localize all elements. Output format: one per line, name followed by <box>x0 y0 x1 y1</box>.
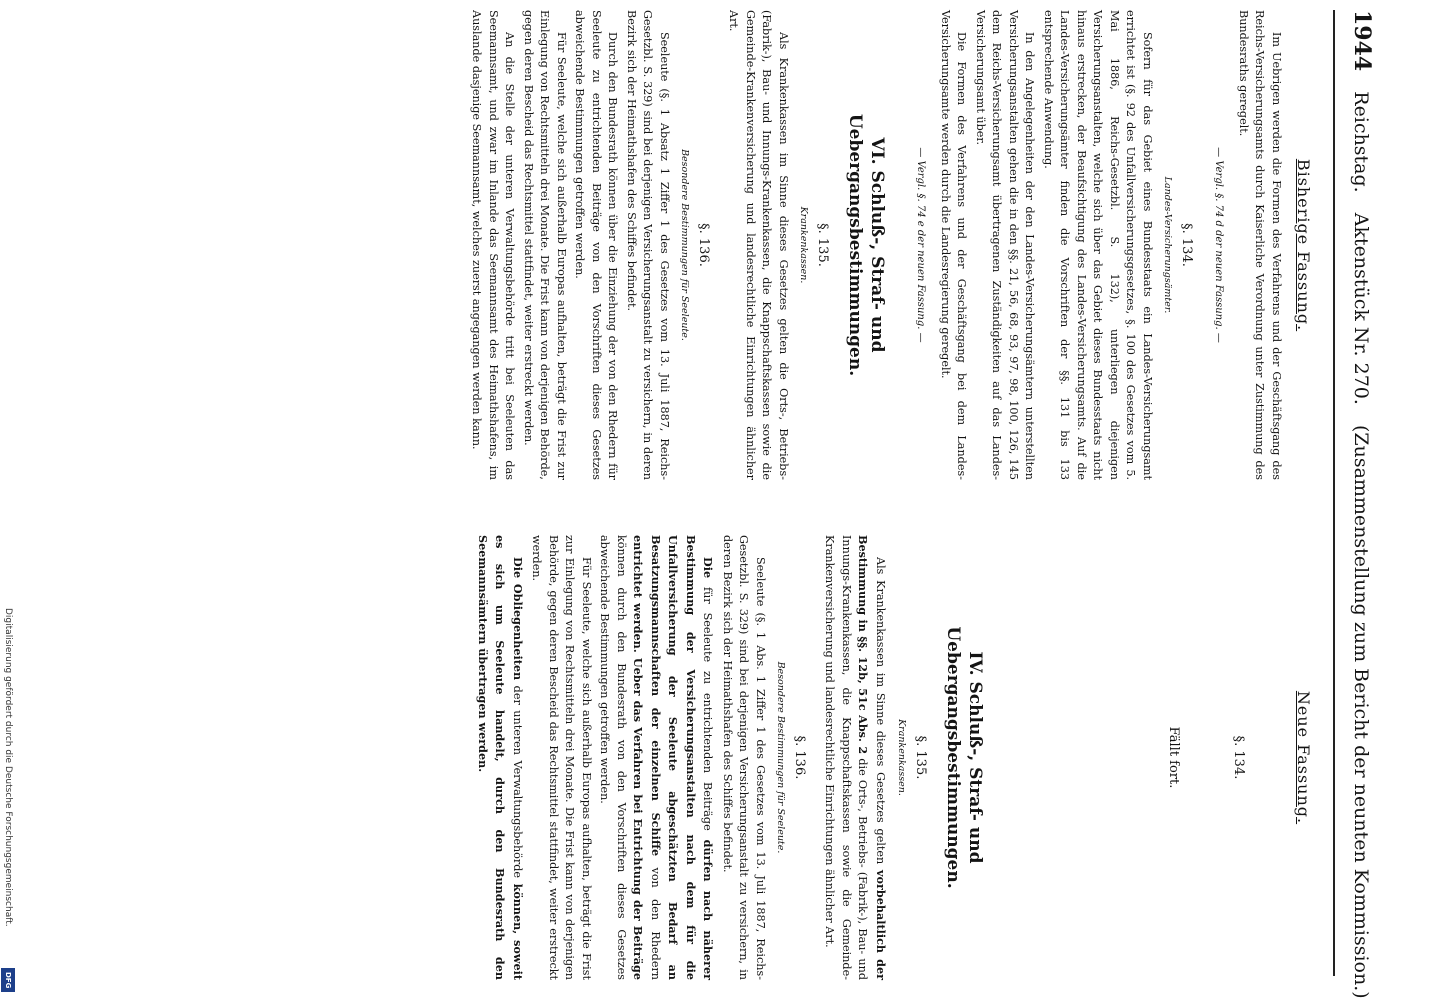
column-previous-version <box>466 10 1325 480</box>
paragraph: Die für Seeleute zu entrichtenden Beiträge dürfen nach näherer Bestimmung der Versicherungsanstalten nach dem für die Unfallversicherung der Seeleute abgeschätzten Bedarf an Besatzungsmannschaften der einzelnen Schiffe von den Rhedern entrichtet werden. Ueber das Verfahren bei Entrichtung der Beiträge können durch den Bundesrath von den Vorschriften dieses Gesetzes abweichende Bestimmungen getroffen werden. <box>598 535 716 980</box>
column-new-version <box>472 535 1326 980</box>
paragraph: Sofern für das Gebiet eines Bundesstaats ein Landes-Versicherungsamt errichtet ist (§. 92 des Unfallversicherungsgesetzes, §. 100 des Gesetzes vom 5. Mai 1886, Reichs-Gesetzbl. S. 132), unterliegen diejenigen Versicherungsanstalten, welche sich über das Gebiet dieses Bundesstaats nicht hinaus erstrecken, der Beaufsichtigung des Landes-Versicherungsamts. Auf die Landes-Versicherungsämter finden die Vorschriften der §§. 131 bis 133 entsprechende Anwendung. <box>1042 10 1154 480</box>
amendment-text: entrichtet werden. Ueber das Verfahren bei Entrichtung der Beiträge <box>631 535 646 980</box>
paragraph: Seeleute (§. 1 Absatz 1 Ziffer 1 des Gesetzes vom 13. Juli 1887, Reichs-Gesetzbl. S. 329) sind bei derjenigen Versicherungsanstalt zu versichern, in deren Bezirk sich der Heimathshafen des Schiffes befindet. <box>625 10 671 480</box>
paragraph: Als Krankenkassen im Sinne dieses Gesetzes gelten die Orts-, Betriebs- (Fabrik-), Bau- und Innungs-Krankenkassen, die Knappschaftskassen sowie die Gemeinde-Krankenversicherung und landesrechtliche Einrichtungen ähnlicher Art. <box>727 10 790 480</box>
paragraph: An die Stelle der unteren Verwaltungsbehörde tritt bei Seeleuten das Seemannsamt, und zwar im Inlande das Seemannsamt des Heimathshafens, im Auslande dasjenige Seemannsamt, welches zuerst angegangen werden kann. <box>470 10 517 480</box>
column-heading: Bisherige Fassung. <box>1294 158 1313 332</box>
amendment-text: können, soweit es sich um Seeleute handelt, durch den Bundesrath den Seemannsämtern übertragen werden. <box>476 535 525 980</box>
header-document: Aktenstück Nr. 270. <box>1350 212 1372 405</box>
section-subtitle: Besondere Bestimmungen für Seeleute. <box>679 149 691 341</box>
section-number: §. 134. <box>1179 223 1194 267</box>
chapter-heading: IV. Schluß-, Straf- und Uebergangsbestimmungen. <box>943 626 985 889</box>
section-subtitle: Krankenkassen. <box>798 206 810 284</box>
section-number: §. 136. <box>696 223 711 267</box>
section-subtitle: Krankenkassen. <box>896 719 908 796</box>
header-source: Reichstag. <box>1350 91 1372 193</box>
section-number: §. 135. <box>913 735 928 780</box>
deleted-note: Fällt fort. <box>1166 726 1182 789</box>
section-subtitle: Besondere Bestimmungen für Seeleute. <box>775 661 787 854</box>
spacer <box>1010 535 1165 980</box>
paragraph: In den Angelegenheiten der den Landes-Versicherungsämtern unterstellten Versicherungsanstalten gehen die in den §§. 21, 56, 68, 93, 97, 98, 100, 126, 145 dem Reichs-Versicherungsamt übertragenen Zuständigkeiten auf das Landes-Versicherungsamt über. <box>974 10 1037 480</box>
column-heading: Neue Fassung. <box>1294 690 1313 825</box>
section-number: §. 135. <box>815 223 830 267</box>
section-number: §. 134. <box>1231 735 1246 780</box>
paragraph: Seeleute (§. 1 Abs. 1 Ziffer 1 des Gesetzes vom 13. Juli 1887, Reichs-Gesetzbl. S. 329) sind bei derjenigen Versicherungsanstalt zu versichern, in deren Bezirk sich der Heimathshafen des Schiffes befindet. <box>721 535 767 980</box>
dfg-logo: DFG <box>1 968 15 992</box>
page-header <box>1333 10 1375 999</box>
section-number: §. 136. <box>792 735 807 780</box>
paragraph: Die Formen des Verfahrens und der Geschäftsgang bei dem Landes-Versicherungsamte werden durch die Landesregierung geregelt. <box>939 10 969 480</box>
cross-reference: — Vergl. §. 74 e der neuen Fassung. — <box>915 147 927 343</box>
amendment-text: vorbehaltlich der Bestimmung in §§. 12b, 51c Abs. 2 <box>856 535 888 980</box>
paragraph: Im Uebrigen werden die Formen des Verfahrens und der Geschäftsgang des Reichs-Versicherungsamts durch Kaiserliche Verordnung unter Zustimmung des Bundesraths geregelt. <box>1237 10 1283 480</box>
cross-reference: — Vergl. §. 74 d der neuen Fassung. — <box>1213 147 1225 343</box>
paragraph: Für Seeleute, welche sich außerhalb Europas aufhalten, beträgt die Frist zur Einlegung von Rechtsmitteln drei Monate. Die Frist kann von derjenigen Behörde, gegen deren Bescheid das Rechtsmittel stattfindet, weiter erstreckt werden. <box>522 10 568 480</box>
paragraph: Die Obliegenheiten der unteren Verwaltungsbehörde können, soweit es sich um Seeleute handelt, durch den Bundesrath den Seemannsämtern übertragen werden. <box>476 535 525 980</box>
page-number: 1944 <box>1349 10 1375 72</box>
amendment-text: Die <box>701 557 716 579</box>
amendment-text: dürfen nach näherer Bestimmung der Versicherungsanstalten nach dem für die Unfallversicherung der Seeleute abgeschätzten Bedarf an Besatzungsmannschaften der einzelnen Schiffe <box>649 535 716 980</box>
paragraph: Als Krankenkassen im Sinne dieses Gesetzes gelten vorbehaltlich der Bestimmung in §§. 12b, 51c Abs. 2 die Orts-, Betriebs- (Fabrik-), Bau- und Innungs-Krankenkassen, die Knappschaftskassen sowie die Gemeinde-Krankenversicherung und landesrechtliche Einrichtungen ähnlicher Art. <box>823 535 888 980</box>
funding-notice <box>2 608 16 998</box>
chapter-heading: VI. Schluß-, Straf- und Uebergangsbestimmungen. <box>845 113 887 377</box>
paragraph: Durch den Bundesrath können über die Einziehung der von den Rhedern für Seeleute zu entrichtenden Beiträge von den Vorschriften dieses Gesetzes abweichende Bestimmungen getroffen werden. <box>573 10 620 480</box>
section-subtitle: Landes-Versicherungsämter. <box>1162 176 1174 314</box>
paragraph: Für Seeleute, welche sich außerhalb Europas aufhalten, beträgt die Frist zur Einlegung von Rechtsmitteln drei Monate. Die Frist kann von derjenigen Behörde, gegen deren Bescheid das Rechtsmittel stattfindet, weiter erstreckt werden. <box>530 535 593 980</box>
funding-notice-text: Digitalisierung gefördert durch die Deutsche Forschungsgemeinschaft. <box>3 608 13 927</box>
header-note: (Zusammenstellung zum Bericht der neunten Kommission.) <box>1350 424 1372 999</box>
amendment-text: Die Obliegenheiten <box>511 557 525 681</box>
